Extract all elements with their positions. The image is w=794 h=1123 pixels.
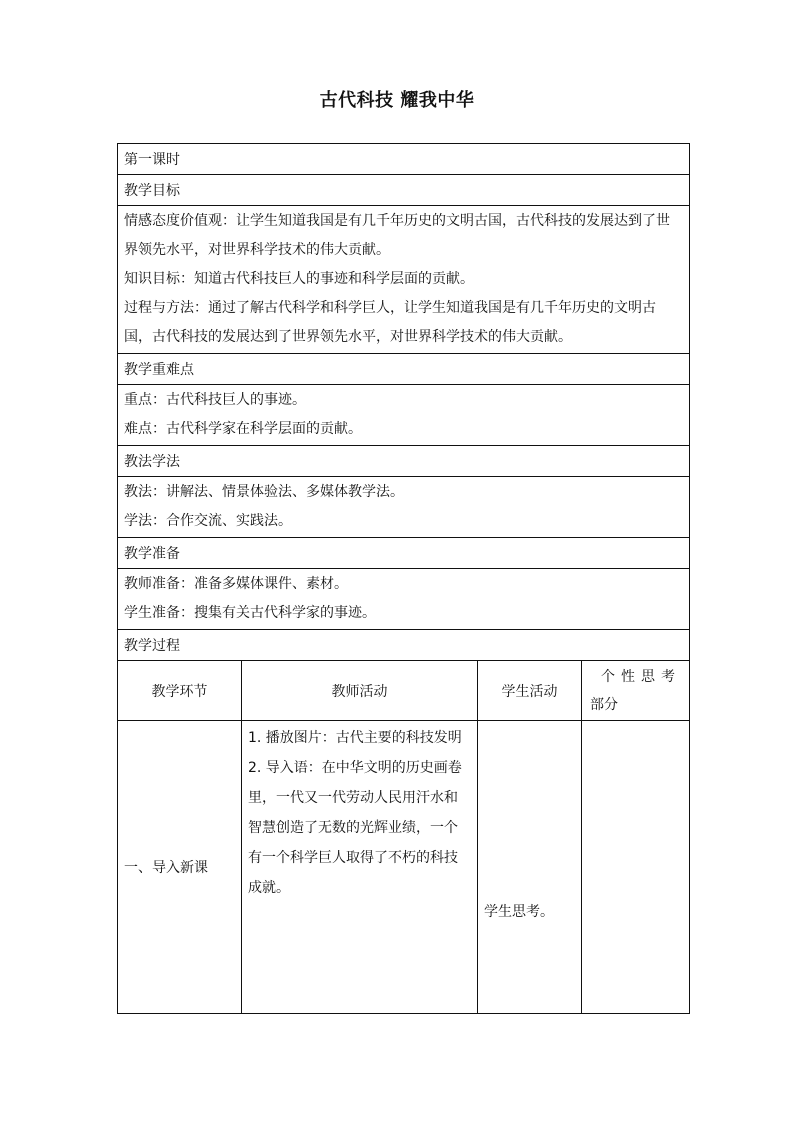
process-heading-row bbox=[118, 630, 690, 661]
keypoints-content bbox=[118, 385, 690, 446]
prep-teacher: 教师准备：准备多媒体课件、素材。 bbox=[124, 576, 348, 592]
teacher-activity-cell bbox=[242, 721, 478, 1014]
section-heading-keypoints: 教学重难点 bbox=[118, 354, 690, 385]
lesson-plan-table bbox=[117, 143, 690, 1014]
table-row bbox=[118, 721, 690, 1014]
prep-student: 学生准备：搜集有关古代科学家的事迹。 bbox=[124, 605, 376, 621]
header-personal-thinking bbox=[582, 661, 690, 721]
goal-knowledge: 知识目标：知道古代科技巨人的事迹和科学层面的贡献。 bbox=[124, 271, 474, 287]
keypoints-content-row bbox=[118, 385, 690, 446]
process-header-row bbox=[118, 661, 690, 721]
section-heading-process: 教学过程 bbox=[118, 630, 690, 661]
teacher-step-1: 1. 播放图片：古代主要的科技发明 bbox=[248, 730, 462, 746]
prep-content-row bbox=[118, 569, 690, 630]
teacher-step-2: 2. 导入语：在中华文明的历史画卷里，一代又一代劳动人民用汗水和智慧创造了无数的光辉业绩，一个有一个科学巨人取得了不朽的科技成就。 bbox=[248, 760, 462, 896]
goal-process: 过程与方法：通过了解古代科学和科学巨人，让学生知道我国是有几千年历史的文明古国，古代科技的发展达到了世界领先水平，对世界科学技术的伟大贡献。 bbox=[124, 300, 656, 345]
methods-content bbox=[118, 477, 690, 538]
section-heading-methods: 教法学法 bbox=[118, 446, 690, 477]
document-title: 古代科技 耀我中华 bbox=[319, 90, 475, 111]
goals-heading-row bbox=[118, 175, 690, 206]
section-heading-prep: 教学准备 bbox=[118, 538, 690, 569]
method-learning: 学法：合作交流、实践法。 bbox=[124, 513, 292, 529]
keypoint-difficulty: 难点：古代科学家在科学层面的贡献。 bbox=[124, 421, 362, 437]
keypoints-heading-row bbox=[118, 354, 690, 385]
header-stage: 教学环节 bbox=[118, 661, 242, 721]
lesson-label: 第一课时 bbox=[118, 144, 690, 175]
methods-content-row bbox=[118, 477, 690, 538]
lesson-row bbox=[118, 144, 690, 175]
prep-content bbox=[118, 569, 690, 630]
stage-cell: 一、导入新课 bbox=[118, 721, 242, 1014]
method-teaching: 教法：讲解法、情景体验法、多媒体教学法。 bbox=[124, 484, 404, 500]
goals-content bbox=[118, 206, 690, 354]
prep-heading-row bbox=[118, 538, 690, 569]
header-personal-line2: 部分 bbox=[590, 696, 618, 713]
header-student-activity: 学生活动 bbox=[478, 661, 582, 721]
methods-heading-row bbox=[118, 446, 690, 477]
header-teacher-activity: 教师活动 bbox=[242, 661, 478, 721]
personal-thinking-cell bbox=[582, 721, 690, 1014]
student-activity-cell: 学生思考。 bbox=[478, 721, 582, 1014]
goals-content-row bbox=[118, 206, 690, 354]
section-heading-goals: 教学目标 bbox=[118, 175, 690, 206]
keypoint-focus: 重点：古代科技巨人的事迹。 bbox=[124, 392, 306, 408]
header-personal-line1: 个性思考 bbox=[601, 668, 681, 685]
goal-attitude: 情感态度价值观：让学生知道我国是有几千年历史的文明古国，古代科技的发展达到了世界领先水平，对世界科学技术的伟大贡献。 bbox=[124, 213, 670, 258]
